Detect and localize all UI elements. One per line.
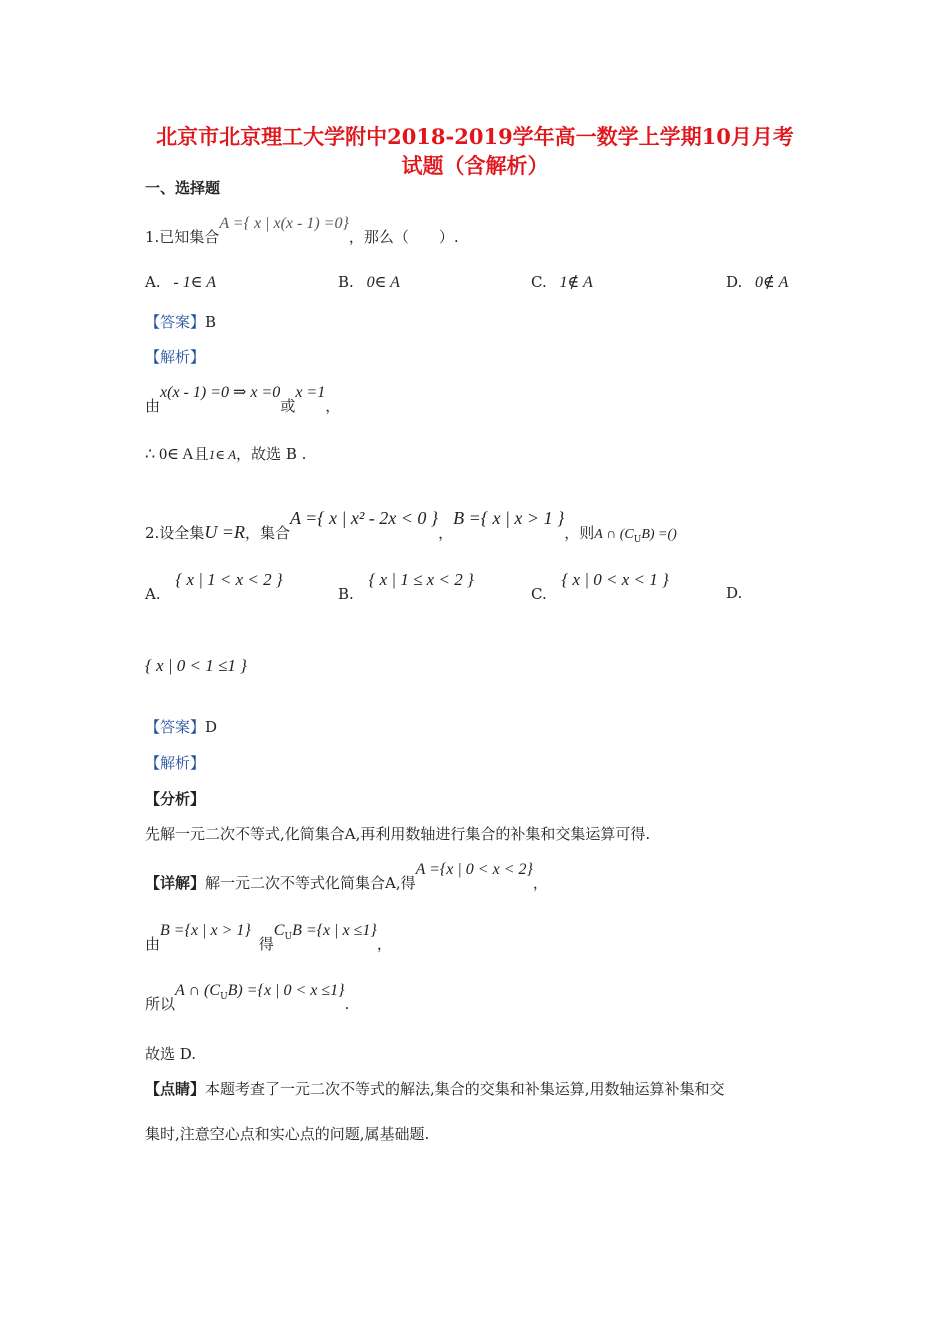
q2-option-b bbox=[338, 570, 474, 604]
text: 得 bbox=[258, 935, 274, 953]
q1-option-a bbox=[145, 272, 216, 292]
option-expr: - 1∈ A bbox=[173, 274, 217, 291]
q1-stem-prefix: 1.已知集合 bbox=[145, 228, 220, 246]
comment-tag: 【点睛】 bbox=[145, 1080, 206, 1098]
math-expr: B ={x | x > 1} bbox=[160, 922, 251, 939]
q2-comment-line-2: 集时,注意空心点和实心点的问题,属基础题. bbox=[145, 1125, 430, 1143]
subscript: U bbox=[284, 932, 293, 942]
q2-fenxi-text: 先解一元二次不等式,化简集合A,再利用数轴进行集合的补集和交集运算可得. bbox=[145, 825, 651, 843]
text: ，集合 bbox=[244, 524, 290, 542]
q2-comment-line-1 bbox=[145, 1078, 725, 1099]
q2-option-c bbox=[531, 570, 669, 604]
q2-option-d-expr: { x | 0 < 1 ≤1 } bbox=[145, 656, 247, 675]
math-expr: x(x - 1) =0 ⇒ x =0 bbox=[160, 384, 281, 401]
text: 由 bbox=[145, 935, 161, 953]
math-expr: B ={ x | x > 1 } bbox=[453, 508, 565, 528]
q2-option-a bbox=[145, 570, 283, 604]
math-expr: 1∈ A bbox=[208, 447, 237, 462]
title-line-2: 试题（含解析） bbox=[401, 153, 549, 178]
option-expr: { x | 1 ≤ x < 2 } bbox=[368, 570, 474, 589]
math-expr: A ={x | 0 < x < 2} bbox=[415, 861, 533, 878]
math-expr: A ∩ (C bbox=[594, 527, 634, 542]
option-expr: 1∉ A bbox=[559, 274, 593, 291]
math-expr: A ={ x | x² - 2x < 0 } bbox=[289, 508, 439, 528]
q1-stem-suffix: ，那么（ ）. bbox=[348, 228, 459, 246]
section-heading: 一、选择题 bbox=[145, 179, 221, 197]
subscript: U bbox=[633, 535, 642, 545]
option-label: C. bbox=[531, 585, 547, 603]
text: 且 bbox=[193, 445, 209, 463]
q1-solution-line-1 bbox=[145, 384, 341, 416]
q1-stem bbox=[145, 215, 459, 247]
text: 由 bbox=[145, 397, 161, 415]
option-label: C. bbox=[531, 273, 547, 291]
text: ， bbox=[376, 935, 392, 953]
option-label: D. bbox=[726, 273, 743, 291]
option-label: A. bbox=[145, 273, 161, 291]
option-expr: { x | 0 < x < 1 } bbox=[561, 570, 669, 589]
q1-solution-line-2 bbox=[145, 443, 306, 464]
math-expr: B) ={x | 0 < x ≤1} bbox=[227, 982, 345, 999]
text: 或 bbox=[280, 397, 296, 415]
q2-detail-line-3 bbox=[145, 982, 350, 1016]
q2-answer bbox=[145, 716, 217, 737]
q1-option-d bbox=[726, 272, 788, 292]
q2-stem bbox=[145, 508, 677, 545]
q1-answer bbox=[145, 311, 216, 332]
text: 2.设全集 bbox=[145, 524, 205, 542]
text: 本题考查了一元二次不等式的解法,集合的交集和补集运算,用数轴运算补集和交 bbox=[205, 1080, 725, 1098]
math-expr: U =R bbox=[204, 522, 245, 542]
detail-tag: 【详解】 bbox=[145, 874, 206, 892]
text: ， bbox=[532, 874, 548, 892]
option-label: B. bbox=[338, 585, 354, 603]
math-expr: x =1 bbox=[295, 384, 326, 401]
q2-detail-line-2 bbox=[145, 922, 392, 956]
option-label: B. bbox=[338, 273, 354, 291]
text: ，故选 B . bbox=[236, 445, 307, 463]
math-expr: C bbox=[273, 922, 285, 939]
answer-tag: 【答案】 bbox=[145, 718, 206, 736]
math-expr: ∴ 0∈ A bbox=[145, 446, 194, 463]
option-label: A. bbox=[145, 585, 161, 603]
q2-detail-line bbox=[145, 861, 548, 893]
text: . bbox=[344, 995, 350, 1013]
math-expr: B ={x | x ≤1} bbox=[292, 922, 377, 939]
q2-analysis-tag: 【解析】 bbox=[145, 754, 206, 772]
option-expr: 0∉ A bbox=[755, 274, 789, 291]
q1-option-c bbox=[531, 272, 593, 292]
title-line-1: 北京市北京理工大学附中2018-2019学年高一数学上学期10月月考 bbox=[156, 124, 794, 149]
q2-fenxi-tag: 【分析】 bbox=[145, 790, 206, 808]
math-expr: B) =() bbox=[641, 527, 677, 542]
subscript: U bbox=[220, 992, 228, 1002]
answer-value: D bbox=[205, 718, 218, 736]
q2-option-d-label: D. bbox=[726, 584, 743, 602]
answer-value: B bbox=[205, 313, 217, 331]
option-expr: 0∈ A bbox=[366, 274, 400, 291]
text: ，则 bbox=[564, 524, 595, 542]
answer-tag: 【答案】 bbox=[145, 313, 206, 331]
text: 所以 bbox=[145, 995, 176, 1013]
math-expr: A ∩ (C bbox=[175, 982, 221, 999]
option-expr: { x | 1 < x < 2 } bbox=[175, 570, 283, 589]
text: ， bbox=[325, 397, 341, 415]
q1-set-def: A ={ x | x(x - 1) =0} bbox=[219, 215, 349, 232]
q2-conclusion: 故选 D. bbox=[145, 1045, 197, 1063]
q1-analysis-tag: 【解析】 bbox=[145, 348, 206, 366]
text: 解一元二次不等式化简集合A,得 bbox=[205, 874, 416, 892]
q1-option-b bbox=[338, 272, 400, 292]
text: ， bbox=[438, 524, 454, 542]
